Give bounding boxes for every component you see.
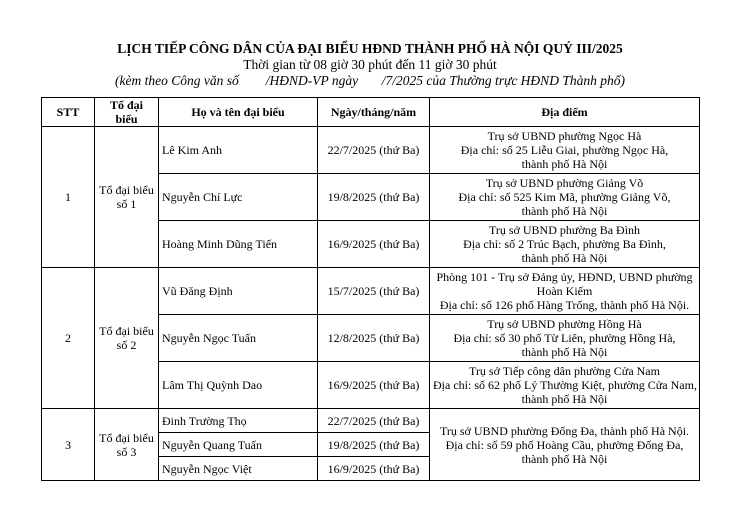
meeting-place (430, 268, 700, 315)
meeting-date: 16/9/2025 (thứ Ba) (318, 457, 430, 481)
meeting-place (430, 409, 700, 481)
place-line: thành phố Hà Nội (521, 251, 608, 265)
col-header-place: Địa điểm (430, 98, 700, 127)
place-line: Địa chỉ: số 30 phố Từ Liên, phường Hồng Hà, (453, 331, 676, 345)
place-line: Địa chỉ: số 59 phố Hoàng Cầu, phường Đống Đa, (445, 437, 684, 452)
delegate-name: Lâm Thị Quỳnh Dao (159, 362, 318, 409)
delegate-name: Nguyễn Ngọc Việt (159, 457, 318, 481)
table-row (42, 409, 700, 433)
meeting-date: 16/9/2025 (thứ Ba) (318, 362, 430, 409)
place-line: Trụ sở UBND phường Ba Đình (488, 223, 641, 237)
col-header-stt: STT (42, 98, 95, 127)
delegate-name: Vũ Đăng Định (159, 268, 318, 315)
table-row (42, 268, 700, 315)
meeting-place (430, 315, 700, 362)
place-line: Địa chỉ: số 62 phố Lý Thường Kiệt, phường Cửa Nam, (433, 378, 697, 392)
delegate-name: Hoàng Minh Dũng Tiến (159, 221, 318, 268)
place-line: Hoàn Kiếm (536, 284, 593, 298)
delegate-name: Nguyễn Quang Tuấn (159, 433, 318, 457)
to-number: số 1 (116, 197, 137, 211)
place-line: thành phố Hà Nội (521, 392, 608, 406)
to-label: Tổ đại biểu (99, 430, 154, 445)
document-header (0, 40, 740, 89)
delegate-name: Nguyễn Ngọc Tuấn (159, 315, 318, 362)
meeting-date: 19/8/2025 (thứ Ba) (318, 433, 430, 457)
document-subtitle: Thời gian từ 08 giờ 30 phút đến 11 giờ 30 phút (243, 57, 497, 72)
delegate-name: Lê Kim Anh (159, 127, 318, 174)
to-cell (95, 268, 159, 409)
meeting-place (430, 362, 700, 409)
meeting-date: 12/8/2025 (thứ Ba) (318, 315, 430, 362)
place-line: Địa chỉ: số 525 Kim Mã, phường Giảng Võ, (458, 190, 671, 204)
place-line: Phòng 101 - Trụ sở Đảng ủy, HĐND, UBND phường (436, 270, 693, 284)
table-row (42, 127, 700, 174)
col-header-name: Họ và tên đại biểu (159, 98, 318, 127)
meeting-place (430, 221, 700, 268)
place-line: Địa chỉ: số 2 Trúc Bạch, phường Ba Đình, (463, 237, 666, 251)
document-note: (kèm theo Công văn số /HĐND-VP ngày /7/2025 của Thường trực HĐND Thành phố) (115, 73, 625, 88)
table-header-row (42, 98, 700, 127)
meeting-place (430, 127, 700, 174)
place-line: Trụ sở UBND phường Ngọc Hà (487, 129, 642, 143)
meeting-date: 15/7/2025 (thứ Ba) (318, 268, 430, 315)
place-line: thành phố Hà Nội (521, 345, 608, 359)
place-line: Trụ sở Tiếp công dân phường Cửa Nam (469, 364, 660, 378)
document-title: LỊCH TIẾP CÔNG DÂN CỦA ĐẠI BIỂU HĐND THÀNH PHỐ HÀ NỘI QUÝ III/2025 (117, 41, 623, 56)
col-header-date: Ngày/tháng/năm (318, 98, 430, 127)
place-line: Trụ sở UBND phường Hồng Hà (487, 317, 642, 331)
place-line: Trụ sở UBND phường Đống Đa, thành phố Hà Nội. (439, 423, 690, 438)
delegate-name: Đinh Trường Thọ (159, 409, 318, 433)
meeting-place (430, 174, 700, 221)
stt-cell: 2 (42, 268, 95, 409)
meeting-date: 22/7/2025 (thứ Ba) (318, 409, 430, 433)
meeting-date: 16/9/2025 (thứ Ba) (318, 221, 430, 268)
place-line: thành phố Hà Nội (521, 157, 608, 171)
place-line: Trụ sở UBND phường Giảng Võ (485, 176, 644, 190)
place-line: thành phố Hà Nội (521, 451, 608, 466)
stt-cell: 1 (42, 127, 95, 268)
to-number: số 2 (116, 338, 137, 352)
meeting-date: 19/8/2025 (thứ Ba) (318, 174, 430, 221)
place-line: Địa chỉ: số 25 Liễu Giai, phường Ngọc Hà, (460, 143, 669, 157)
col-header-to: Tổ đại biểu (95, 98, 159, 127)
to-cell (95, 127, 159, 268)
delegate-name: Nguyễn Chí Lực (159, 174, 318, 221)
place-line: thành phố Hà Nội (521, 204, 608, 218)
stt-cell: 3 (42, 409, 95, 481)
to-label: Tổ đại biểu (99, 183, 154, 197)
to-number: số 3 (116, 444, 137, 459)
place-line: Địa chỉ: số 126 phố Hàng Trống, thành phố Hà Nội. (439, 298, 690, 312)
meeting-date: 22/7/2025 (thứ Ba) (318, 127, 430, 174)
schedule-table (41, 97, 700, 481)
to-cell (95, 409, 159, 481)
to-label: Tổ đại biểu (99, 324, 154, 338)
